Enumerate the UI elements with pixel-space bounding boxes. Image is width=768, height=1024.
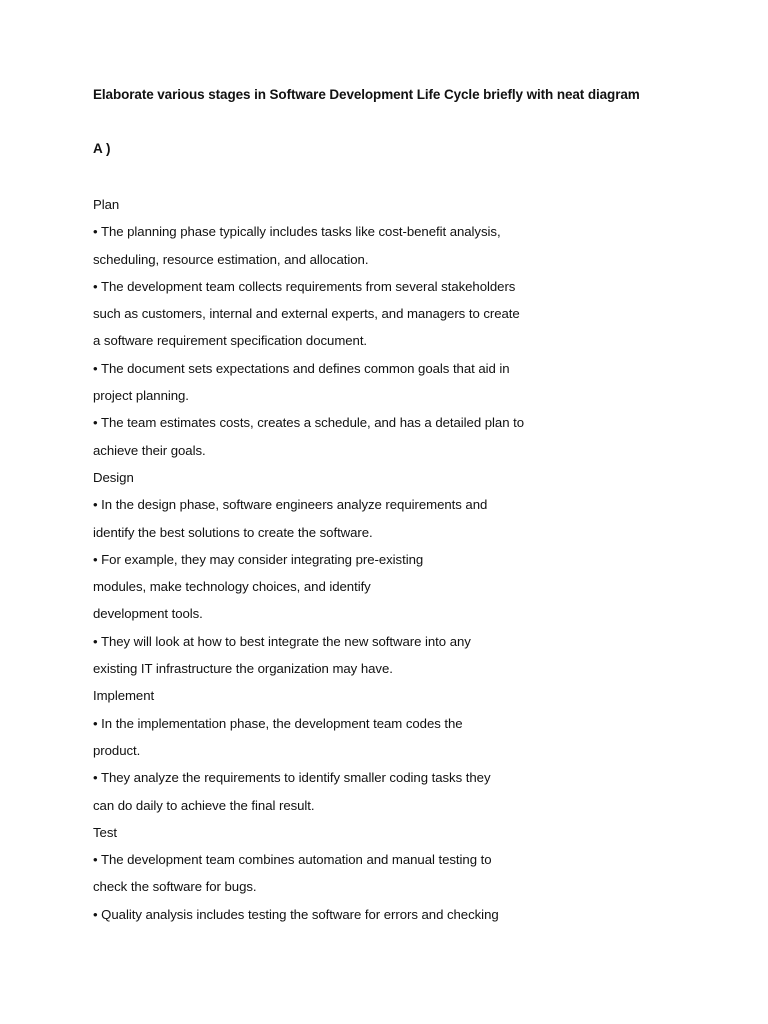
- text-line: can do daily to achieve the final result.: [93, 797, 315, 813]
- text-line: scheduling, resource estimation, and allocation.: [93, 251, 369, 267]
- text-line: achieve their goals.: [93, 442, 206, 458]
- answer-label: A ): [93, 141, 111, 156]
- text-line: • They analyze the requirements to identify smaller coding tasks they: [93, 770, 491, 786]
- text-line: • The planning phase typically includes tasks like cost-benefit analysis,: [93, 224, 501, 240]
- text-line: • The team estimates costs, creates a schedule, and has a detailed plan to: [93, 415, 524, 431]
- text-line: Test: [93, 824, 117, 840]
- text-line: • The development team combines automation and manual testing to: [93, 852, 492, 868]
- text-line: • In the design phase, software engineers analyze requirements and: [93, 497, 488, 513]
- text-line: modules, make technology choices, and identify: [93, 579, 371, 595]
- text-line: product.: [93, 742, 141, 758]
- text-line: development tools.: [93, 606, 203, 622]
- text-line: Design: [93, 469, 134, 485]
- text-line: project planning.: [93, 388, 189, 404]
- text-line: • For example, they may consider integrating pre-existing: [93, 551, 424, 567]
- text-line: Plan: [93, 197, 120, 212]
- text-line: • Quality analysis includes testing the software for errors and checking: [93, 906, 499, 922]
- document-body: [93, 196, 733, 933]
- text-line: Implement: [93, 688, 155, 704]
- text-line: such as customers, internal and external experts, and managers to create: [93, 306, 520, 322]
- text-line: identify the best solutions to create the software.: [93, 524, 373, 540]
- text-line: • They will look at how to best integrate the new software into any: [93, 633, 471, 649]
- text-line: a software requirement specification document.: [93, 333, 368, 349]
- text-line: • The document sets expectations and defines common goals that aid in: [93, 360, 510, 376]
- text-line: • The development team collects requirements from several stakeholders: [93, 278, 516, 294]
- text-line: check the software for bugs.: [93, 879, 257, 895]
- text-line: • In the implementation phase, the development team codes the: [93, 715, 463, 731]
- text-line: existing IT infrastructure the organization may have.: [93, 661, 393, 677]
- document-title: Elaborate various stages in Software Development Life Cycle briefly with neat diagram: [93, 87, 640, 102]
